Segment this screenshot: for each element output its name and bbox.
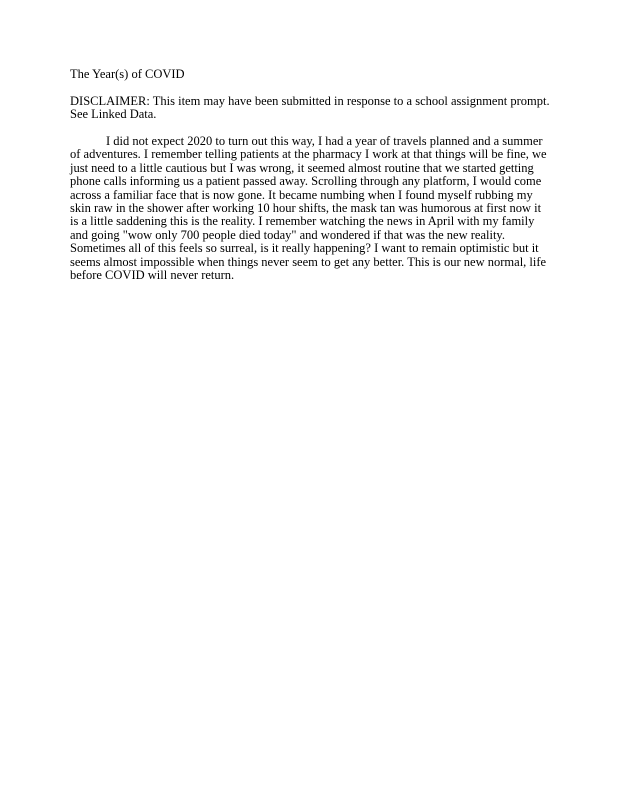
body-paragraph: I did not expect 2020 to turn out this way, I had a year of travels planned and a summer of adventures. I remember telling patients at the pharmacy I work at that things will be fine, we just need to a little cautious but I was wrong, it seemed almost routine that we started getting phone calls informing us a patient passed away. Scrolling through any platform, I would come across a familiar face that is now gone. It became numbing when I found myself rubbing my skin raw in the shower after working 10 hour shifts, the mask tan was humorous at first now it is a little saddening this is the reality. I remember watching the news in April with my family and going "wow only 700 people died today" and wondered if that was the new reality. Sometimes all of this feels so surreal, is it really happening? I want to remain optimistic but it seems almost impossible when things never seem to get any better. This is our new normal, life before COVID will never return. xyxy=(70,134,547,283)
document-title: The Year(s) of COVID xyxy=(70,67,185,81)
disclaimer-paragraph: DISCLAIMER: This item may have been submitted in response to a school assignment prompt. See Linked Data. xyxy=(70,93,550,122)
